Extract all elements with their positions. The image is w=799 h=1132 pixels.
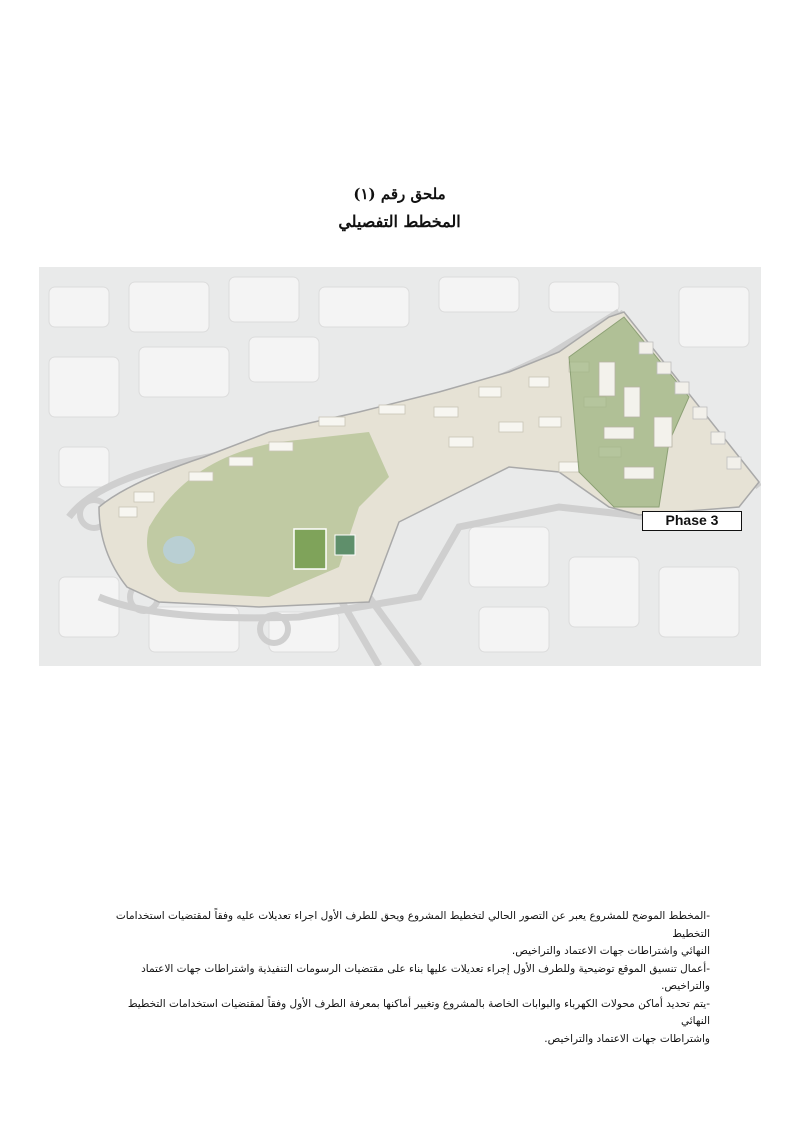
note-line: -يتم تحديد أماكن محولات الكهرباء والبوابات الخاصة بالمشروع وتغيير أماكنها بمعرفة الطرف الأول وفقاً لمقتضيات استخدامات التخطيط النهائي (127, 997, 710, 1027)
note-line: -المخطط الموضح للمشروع يعبر عن التصور الحالي لتخطيط المشروع ويحق للطرف الأول اجراء تعديلات عليه وفقاً لمقتضيات استخدامات التخطيط (115, 910, 710, 940)
note-line: النهائي واشتراطات جهات الاعتماد والتراخيص. (511, 945, 710, 957)
annex-title: ملحق رقم (١) (353, 185, 446, 203)
master-plan-drawing (39, 267, 761, 666)
phase-3-label: Phase 3 (642, 511, 742, 531)
plan-notes (100, 908, 710, 1048)
plan-title: المخطط التفصيلي (338, 212, 461, 231)
note-line: واشتراطات جهات الاعتماد والتراخيص. (544, 1032, 710, 1045)
site-master-plan-map (39, 267, 761, 666)
note-line: -أعمال تنسيق الموقع توضيحية وللطرف الأول إجراء تعديلات عليها بناء على مقتضيات الرسومات التنفيذية واشتراطات جهات الاعتماد والتراخيص. (141, 962, 710, 992)
